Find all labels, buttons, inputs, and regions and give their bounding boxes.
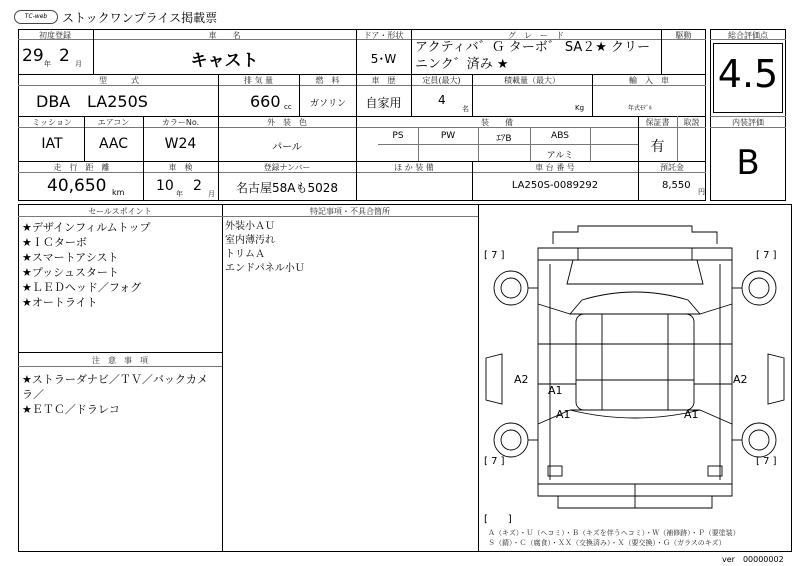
- header-deposit: 預託金: [660, 163, 684, 172]
- notes-list: [225, 220, 305, 276]
- first-reg-month-unit: 月: [75, 60, 82, 68]
- header-other-equip: ほ か 装 備: [394, 163, 434, 172]
- plate-number: 名古屋58Aも5028: [235, 181, 339, 195]
- list-item: ★オートライト: [22, 296, 98, 309]
- chassis-number: LA250S-0089292: [511, 180, 599, 191]
- header-model-type: 型 式: [99, 76, 139, 85]
- header-manual: 取説: [683, 118, 700, 127]
- header-drive: 駆動: [675, 31, 692, 40]
- inspection-month: 2: [193, 178, 202, 194]
- header-total-score: 総合評価点: [728, 31, 768, 40]
- header-inspection: 車 検: [168, 163, 193, 172]
- header-exterior-color: 外 装 色: [267, 118, 307, 127]
- tire-rear-left-label: [ 7 ]: [484, 456, 505, 467]
- first-reg-year-unit: 年: [44, 60, 51, 68]
- color-no: W24: [164, 136, 197, 152]
- equip-pw: PW: [440, 131, 456, 141]
- header-door: ドア・形状: [363, 31, 404, 40]
- aircon: AAC: [98, 136, 129, 152]
- equip-alloy: アルミ: [546, 151, 574, 161]
- logo: TC-web: [14, 10, 58, 24]
- header-load: 積載量（最大）: [504, 76, 560, 85]
- usage: 自家用: [365, 96, 402, 110]
- list-item: トリムＡ: [225, 249, 265, 260]
- header-usage: 車 歴: [371, 76, 396, 85]
- list-item: エンドパネル小Ｕ: [225, 263, 305, 274]
- list-item: 外装小ＡＵ: [225, 221, 275, 232]
- header-first-reg: 初度登録: [39, 31, 71, 40]
- header-plate: 登録ナンバー: [263, 163, 311, 172]
- damage-mark: A2: [514, 373, 529, 386]
- header-mission: ミッション: [32, 118, 72, 127]
- tire-front-left-label: [ 7 ]: [484, 250, 505, 261]
- damage-mark: A1: [548, 384, 563, 397]
- damage-mark: A2: [733, 373, 748, 386]
- inspection-month-unit: 月: [208, 190, 215, 198]
- header-aircon: エアコン: [97, 118, 130, 127]
- sales-points-list: [22, 220, 150, 310]
- header-mileage: 走 行 距 離: [53, 163, 110, 172]
- car-name: キャスト: [190, 51, 259, 71]
- inspection-year-unit: 年: [176, 190, 183, 198]
- mileage-unit: km: [112, 188, 125, 197]
- load-unit: Kg: [575, 104, 585, 112]
- equip-ps: PS: [392, 131, 404, 141]
- first-reg-month: 2: [59, 46, 70, 66]
- legend-line-2: Ｓ（錆）・Ｃ（腐食）・ＸＸ（交換済み）・Ｘ（要交換）・Ｇ（ガラスのキズ）: [488, 539, 726, 547]
- warranty: 有: [650, 139, 665, 155]
- form-title: ストックワンプライス掲載票: [62, 11, 218, 25]
- header-interior-score: 内装評価: [732, 118, 764, 127]
- list-item: ★デザインフィルムトップ: [22, 221, 151, 234]
- legend-line-1: Ａ（キズ）・Ｕ（ヘコミ）・Ｂ（キズを伴うヘコミ）・Ｗ（補修跡）・Ｐ（要塗装）: [488, 529, 740, 537]
- damage-mark: A1: [684, 408, 699, 421]
- inspection-year: 10: [156, 178, 174, 194]
- spare-tire-label: [ ]: [484, 514, 512, 525]
- grade-value: アクティバ゛Ｇ ターボ゛ SA２★ クリーニンク゛済み ★: [415, 40, 651, 72]
- damage-mark: A1: [556, 408, 571, 421]
- first-reg-year: 29: [22, 46, 44, 66]
- door-type: 5･W: [370, 52, 397, 66]
- displacement-unit: cc: [284, 103, 292, 111]
- header-car-name: 車 名: [208, 31, 241, 40]
- equip-abs: ABS: [551, 131, 569, 141]
- header-displacement: 排 気 量: [243, 76, 274, 85]
- header-warranty: 保証書: [645, 118, 670, 127]
- model-prefix: DBA: [36, 92, 71, 111]
- header-cautions: 注 意 事 項: [92, 356, 148, 365]
- header-chassis: 車 台 番 号: [535, 163, 575, 172]
- header-color-no: カラーNo.: [161, 118, 200, 127]
- list-item: ★ＬＥＤヘッド／フォグ: [22, 281, 142, 294]
- list-item: ★プッシュスタート: [22, 266, 119, 279]
- header-capacity: 定員(最大): [422, 76, 461, 85]
- tire-rear-right-label: [ 7 ]: [756, 456, 777, 467]
- list-item: 室内薄汚れ: [225, 235, 275, 246]
- header-import: 輸 入 車: [629, 76, 669, 85]
- mileage: 40,650: [47, 176, 107, 196]
- list-item: ★ＩＣターボ: [22, 236, 87, 249]
- capacity-unit: 名: [462, 105, 469, 113]
- exterior-color: パール: [272, 142, 302, 153]
- header-fuel: 燃 料: [315, 76, 340, 85]
- mission: IAT: [41, 136, 63, 152]
- header-sales-points: セールスポイント: [88, 207, 152, 216]
- displacement: 660: [250, 92, 281, 111]
- deposit-unit: 円: [698, 188, 705, 196]
- model-code: LA250S: [87, 92, 148, 111]
- tire-front-right-label: [ 7 ]: [756, 250, 777, 261]
- list-item: ★ストラーダナビ／ＴＶ／バックカメラ／: [22, 373, 208, 401]
- header-equipment: 装 備: [481, 118, 513, 127]
- header-notes: 特記事項・不具合箇所: [310, 207, 390, 216]
- list-item: ★スマートアシスト: [22, 251, 119, 264]
- fuel-type: ガソリン: [310, 99, 347, 109]
- interior-score: B: [736, 143, 760, 183]
- deposit: 8,550: [662, 180, 691, 191]
- list-item: ★ＥＴＣ／ドラレコ: [22, 403, 120, 416]
- capacity: 4: [438, 93, 446, 107]
- import-note: 年式ﾓﾃﾞﾙ: [628, 105, 653, 112]
- cautions-list: [22, 372, 218, 417]
- total-score: 4.5: [717, 52, 779, 96]
- header-grade: グ レ ー ド: [508, 31, 564, 40]
- equip-airbag: ｴｱB: [496, 134, 512, 144]
- version: ver 00000002: [722, 555, 784, 564]
